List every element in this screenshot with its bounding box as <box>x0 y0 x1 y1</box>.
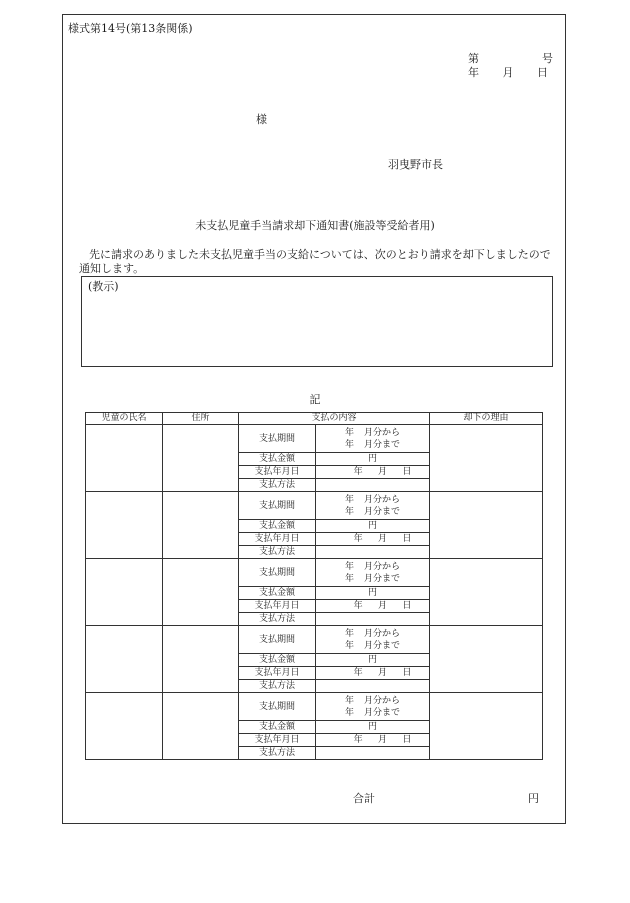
period-from-month: 月分から <box>364 494 401 505</box>
date-value[interactable] <box>316 600 430 613</box>
table-row <box>86 425 543 453</box>
method-label: 支払方法 <box>239 546 316 559</box>
period-from-year: 年 <box>344 628 354 639</box>
amount-unit: 円 <box>368 722 378 732</box>
detail-table <box>85 412 543 760</box>
date-year: 年 <box>353 735 363 745</box>
date-day: 日 <box>402 735 412 745</box>
period-from-year: 年 <box>344 561 354 572</box>
period-to-month: 月分まで <box>364 640 401 651</box>
period-label: 支払期間 <box>239 559 316 587</box>
table-header-row <box>86 413 543 425</box>
date-label: 支払年月日 <box>239 533 316 546</box>
period-to-month: 月分まで <box>364 707 401 718</box>
rejection-reason-cell[interactable] <box>430 425 543 492</box>
period-from-month: 月分から <box>364 628 401 639</box>
date-value[interactable] <box>316 466 430 479</box>
instruction-box <box>81 276 553 367</box>
amount-unit: 円 <box>368 655 378 665</box>
doc-date-year: 年 <box>468 66 479 79</box>
table-row <box>86 626 543 654</box>
date-day: 日 <box>402 601 412 611</box>
date-value[interactable] <box>316 667 430 680</box>
method-value[interactable] <box>316 613 430 626</box>
date-month: 月 <box>377 467 387 477</box>
rejection-reason-cell[interactable] <box>430 626 543 693</box>
date-year: 年 <box>353 467 363 477</box>
period-to-month: 月分まで <box>364 439 401 450</box>
date-label: 支払年月日 <box>239 600 316 613</box>
period-to-year: 年 <box>344 439 354 450</box>
date-day: 日 <box>402 467 412 477</box>
header-child-name: 児童の氏名 <box>86 413 163 425</box>
total-label: 合計 <box>353 792 375 805</box>
document-title: 未支払児童手当請求却下通知書(施設等受給者用) <box>195 219 435 232</box>
date-month: 月 <box>377 668 387 678</box>
period-value[interactable] <box>316 626 430 654</box>
form-page <box>62 14 566 824</box>
period-from-month: 月分から <box>364 561 401 572</box>
table-row <box>86 559 543 587</box>
method-value[interactable] <box>316 680 430 693</box>
method-label: 支払方法 <box>239 479 316 492</box>
header-payment-content: 支払の内容 <box>239 413 430 425</box>
amount-label: 支払金額 <box>239 453 316 466</box>
child-name-cell[interactable] <box>86 626 163 693</box>
doc-date-day: 日 <box>537 66 548 79</box>
amount-value[interactable] <box>316 654 430 667</box>
body-text: 先に請求のありました未支払児童手当の支給については、次のとおり請求を却下しましたので通知します。 <box>79 248 551 275</box>
method-value[interactable] <box>316 479 430 492</box>
child-name-cell[interactable] <box>86 425 163 492</box>
amount-label: 支払金額 <box>239 721 316 734</box>
rejection-reason-cell[interactable] <box>430 559 543 626</box>
header-address: 住所 <box>163 413 239 425</box>
ki-label: 記 <box>309 393 321 406</box>
date-year: 年 <box>353 601 363 611</box>
period-from-month: 月分から <box>364 695 401 706</box>
amount-unit: 円 <box>368 588 378 598</box>
instruction-label: (教示) <box>88 280 119 293</box>
date-year: 年 <box>353 534 363 544</box>
period-label: 支払期間 <box>239 693 316 721</box>
amount-label: 支払金額 <box>239 654 316 667</box>
date-month: 月 <box>377 735 387 745</box>
period-value[interactable] <box>316 492 430 520</box>
document-number-block <box>468 52 553 80</box>
period-value[interactable] <box>316 693 430 721</box>
date-day: 日 <box>402 534 412 544</box>
date-day: 日 <box>402 668 412 678</box>
amount-unit: 円 <box>368 521 378 531</box>
method-label: 支払方法 <box>239 680 316 693</box>
issuer: 羽曳野市長 <box>388 158 443 171</box>
date-year: 年 <box>353 668 363 678</box>
date-value[interactable] <box>316 734 430 747</box>
period-to-year: 年 <box>344 640 354 651</box>
period-to-year: 年 <box>344 573 354 584</box>
child-name-cell[interactable] <box>86 693 163 760</box>
date-value[interactable] <box>316 533 430 546</box>
amount-value[interactable] <box>316 587 430 600</box>
doc-number-dai: 第 <box>468 52 479 65</box>
amount-label: 支払金額 <box>239 587 316 600</box>
period-from-year: 年 <box>344 695 354 706</box>
amount-value[interactable] <box>316 453 430 466</box>
period-label: 支払期間 <box>239 626 316 654</box>
method-value[interactable] <box>316 747 430 760</box>
child-name-cell[interactable] <box>86 492 163 559</box>
child-name-cell[interactable] <box>86 559 163 626</box>
method-label: 支払方法 <box>239 613 316 626</box>
period-to-month: 月分まで <box>364 506 401 517</box>
table-row <box>86 693 543 721</box>
amount-unit: 円 <box>368 454 378 464</box>
doc-number-go: 号 <box>542 52 553 65</box>
header-rejection-reason: 却下の理由 <box>430 413 543 425</box>
period-to-month: 月分まで <box>364 573 401 584</box>
period-to-year: 年 <box>344 506 354 517</box>
date-label: 支払年月日 <box>239 734 316 747</box>
address-cell[interactable] <box>163 559 239 626</box>
date-label: 支払年月日 <box>239 466 316 479</box>
period-from-month: 月分から <box>364 427 401 438</box>
method-label: 支払方法 <box>239 747 316 760</box>
period-from-year: 年 <box>344 427 354 438</box>
method-value[interactable] <box>316 546 430 559</box>
amount-value[interactable] <box>316 721 430 734</box>
addressee: 様 <box>256 113 267 126</box>
period-value[interactable] <box>316 559 430 587</box>
form-number: 様式第14号(第13条関係) <box>68 22 193 35</box>
period-label: 支払期間 <box>239 492 316 520</box>
address-cell[interactable] <box>163 425 239 492</box>
table-row <box>86 492 543 520</box>
amount-value[interactable] <box>316 520 430 533</box>
date-month: 月 <box>377 601 387 611</box>
address-cell[interactable] <box>163 626 239 693</box>
rejection-reason-cell[interactable] <box>430 693 543 760</box>
amount-label: 支払金額 <box>239 520 316 533</box>
period-label: 支払期間 <box>239 425 316 453</box>
period-value[interactable] <box>316 425 430 453</box>
doc-date-month: 月 <box>502 66 514 79</box>
date-month: 月 <box>377 534 387 544</box>
rejection-reason-cell[interactable] <box>430 492 543 559</box>
address-cell[interactable] <box>163 693 239 760</box>
period-from-year: 年 <box>344 494 354 505</box>
total-unit: 円 <box>528 792 539 805</box>
address-cell[interactable] <box>163 492 239 559</box>
date-label: 支払年月日 <box>239 667 316 680</box>
period-to-year: 年 <box>344 707 354 718</box>
